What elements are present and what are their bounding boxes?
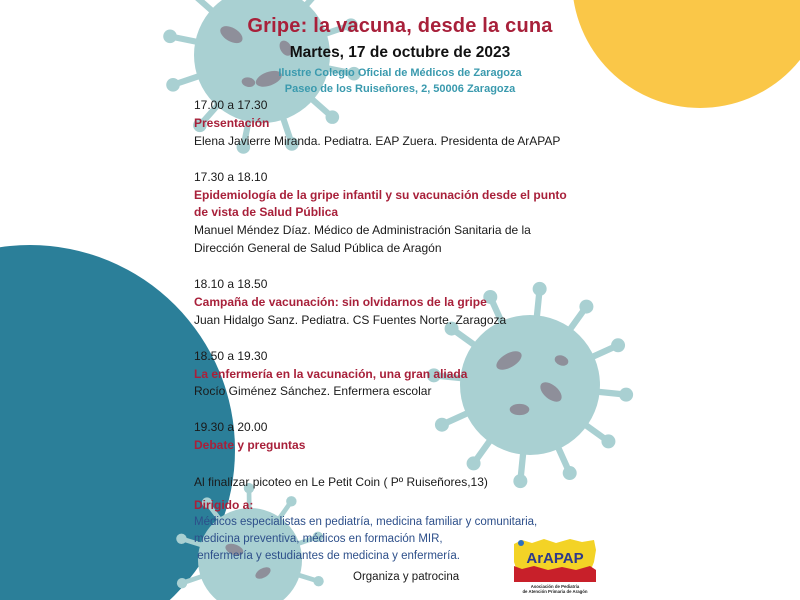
svg-text:ArAPAP: ArAPAP bbox=[526, 550, 584, 567]
session-title: Epidemiología de la gripe infantil y su vacunación desde el punto bbox=[194, 188, 567, 202]
sponsor-label: Organiza y patrocina bbox=[353, 571, 460, 583]
venue-address: Paseo de los Ruiseñores, 2, 50006 Zaragoza bbox=[284, 83, 516, 95]
session-speaker: Manuel Méndez Díaz. Médico de Administración Sanitaria de la bbox=[194, 223, 531, 237]
session-speaker: Rocío Giménez Sánchez. Enfermera escolar bbox=[194, 384, 432, 398]
session-time: 18.10 a 18.50 bbox=[194, 277, 268, 291]
session-title: Campaña de vacunación: sin olvidarnos de la gripe bbox=[194, 295, 487, 309]
session-speaker: Elena Javierre Miranda. Pediatra. EAP Zuera. Presidenta de ArAPAP bbox=[194, 134, 561, 148]
audience-label: Dirigido a: bbox=[194, 498, 254, 512]
audience-line: medicina preventiva, médicos en formación MIR, bbox=[194, 533, 443, 545]
event-flyer bbox=[188, 0, 612, 600]
session-time: 18.50 a 19.30 bbox=[194, 349, 268, 363]
session-title: Debate y preguntas bbox=[194, 438, 306, 452]
session-time: 19.30 a 20.00 bbox=[194, 420, 268, 434]
svg-text:de Atención Primaria de Aragón: de Atención Primaria de Aragón bbox=[522, 589, 588, 594]
arapap-logo bbox=[510, 536, 600, 594]
session-title: de vista de Salud Pública bbox=[194, 205, 339, 219]
event-date: Martes, 17 de octubre de 2023 bbox=[289, 44, 511, 61]
event-title: Gripe: la vacuna, desde la cuna bbox=[247, 15, 553, 37]
closing-note: Al finalizar picoteo en Le Petit Coin ( Pº Ruiseñores,13) bbox=[194, 475, 488, 489]
audience-line: Médicos especialistas en pediatría, medicina familiar y comunitaria, bbox=[194, 516, 538, 528]
audience-line: enfermería y estudiantes de medicina y enfermería. bbox=[194, 550, 460, 562]
session-time: 17.30 a 18.10 bbox=[194, 170, 268, 184]
session-title: Presentación bbox=[194, 116, 270, 130]
session-speaker: Juan Hidalgo Sanz. Pediatra. CS Fuentes Norte. Zaragoza bbox=[194, 313, 507, 327]
session-speaker: Dirección General de Salud Pública de Aragón bbox=[194, 241, 442, 255]
svg-text:Asociación de Pediatría: Asociación de Pediatría bbox=[530, 584, 580, 589]
venue-name: Ilustre Colegio Oficial de Médicos de Zaragoza bbox=[278, 67, 522, 79]
session-time: 17.00 a 17.30 bbox=[194, 98, 268, 112]
session-title: La enfermería en la vacunación, una gran aliada bbox=[194, 367, 468, 381]
